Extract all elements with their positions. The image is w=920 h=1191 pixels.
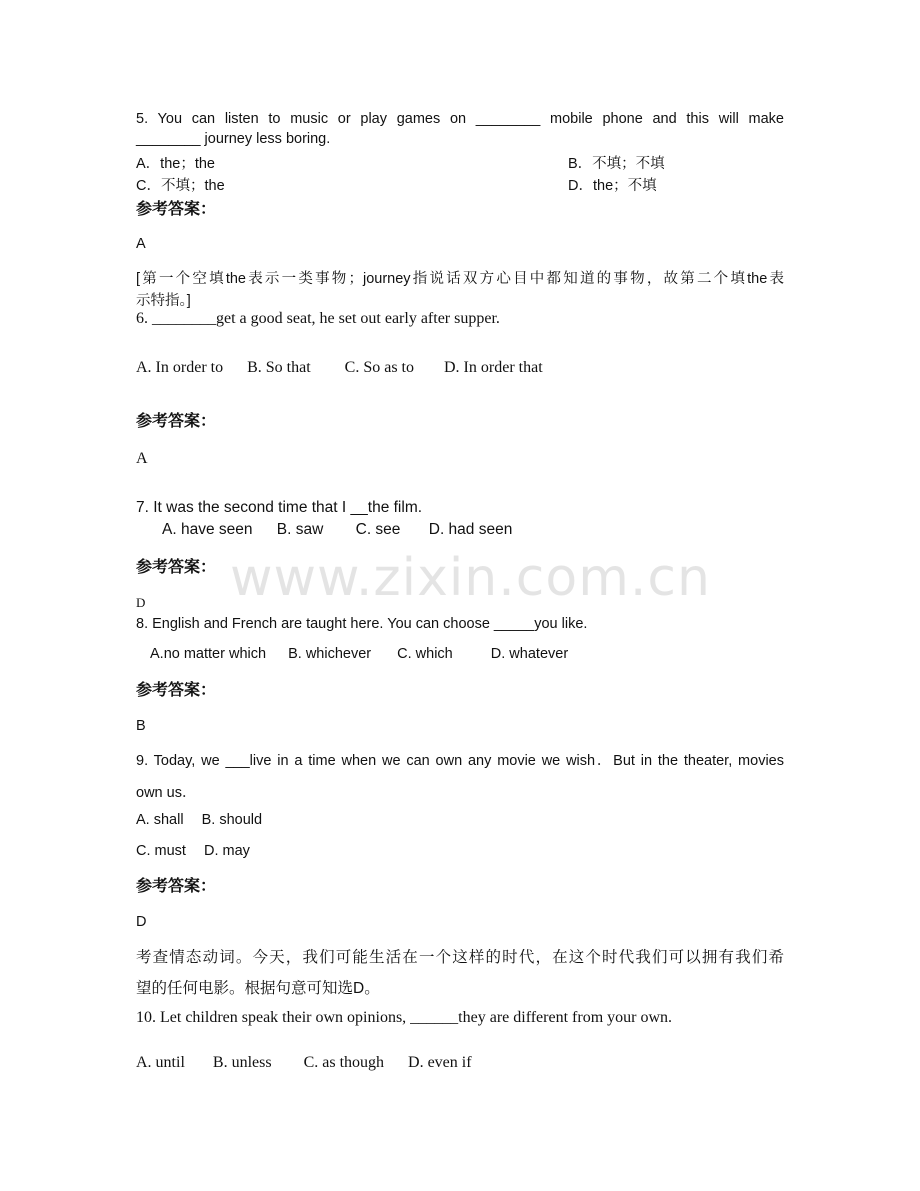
q9-stem-line1: 9. Today, we ___live in a time when we can own any movie we wish．But in the theater, movies: [136, 753, 784, 769]
q5-option-c: C．不填；the: [136, 178, 225, 194]
q5-stem-line1: 5. You can listen to music or play games on ________ mobile phone and this will make: [136, 111, 784, 127]
q8-answer-label: 参考答案：: [136, 680, 217, 699]
q5-option-b: B．不填；不填: [568, 156, 665, 172]
q7-option-b: B. saw: [276, 521, 324, 538]
q8-option-a: A.no matter which: [150, 646, 267, 662]
q9-answer-label: 参考答案：: [136, 876, 217, 895]
q10-options: [136, 1054, 784, 1072]
q7-options: [162, 521, 784, 539]
q9-stem-line2: own us．: [136, 785, 197, 801]
q5-stem-line2: ________ journey less boring.: [136, 131, 331, 147]
q6-option-d: D. In order that: [444, 359, 543, 376]
q5-explanation-line1: [第一个空填the表示一类事物；journey指说话双方心目中都知道的事物，故第二个填the表: [136, 271, 784, 287]
q7-stem: 7. It was the second time that I __the film.: [136, 499, 423, 516]
q6-answer-label: 参考答案：: [136, 411, 217, 430]
q6-option-c: C. So as to: [344, 359, 414, 376]
q5-option-d: D．the；不填: [568, 178, 657, 194]
q6-option-b: B. So that: [247, 359, 311, 376]
q9-explanation-line1: 考查情态动词。今天，我们可能生活在一个这样的时代，在这个时代我们可以拥有我们希: [136, 949, 784, 966]
q8-stem: 8. English and French are taught here. You can choose _____you like.: [136, 616, 588, 632]
q7-option-c: C. see: [355, 521, 401, 538]
q5-options-row2: [136, 174, 784, 195]
q10-option-d: D. even if: [408, 1054, 472, 1071]
q8-option-c: C. which: [397, 646, 453, 662]
q6-options: [136, 359, 784, 377]
q9-option-a: A. shall: [136, 812, 184, 828]
q10-stem: 10. Let children speak their own opinions, ______they are different from your own.: [136, 1009, 673, 1026]
q9-option-c: C. must: [136, 843, 186, 859]
q9-answer: D: [136, 914, 147, 930]
q5-answer-label: 参考答案：: [136, 199, 217, 218]
q7-option-d: D. had seen: [428, 521, 513, 538]
q6-stem: 6. ________get a good seat, he set out early after supper.: [136, 310, 500, 327]
q10-option-c: C. as though: [303, 1054, 385, 1071]
q6-option-a: A. In order to: [136, 359, 224, 376]
q7-answer: D: [136, 595, 146, 610]
q5-option-a: A．the；the: [136, 156, 215, 172]
q8-options: [150, 646, 784, 662]
q7-answer-label: 参考答案：: [136, 557, 217, 576]
q5-explanation-line2: 示特指。]: [136, 293, 191, 309]
q9-options-row2: [136, 843, 784, 859]
q5-answer: A: [136, 236, 146, 252]
q7-option-a: A. have seen: [162, 521, 253, 538]
q8-option-d: D. whatever: [490, 646, 569, 662]
q10-option-a: A. until: [136, 1054, 185, 1071]
q8-answer: B: [136, 718, 146, 734]
q9-option-b: B. should: [201, 812, 263, 828]
q10-option-b: B. unless: [212, 1054, 272, 1071]
q9-option-d: D. may: [203, 843, 250, 859]
q9-options-row1: [136, 812, 784, 828]
q9-explanation-line2: 望的任何电影。根据句意可知选D。: [136, 980, 380, 997]
q6-answer: A: [136, 450, 148, 467]
q8-option-b: B. whichever: [288, 646, 372, 662]
watermark-text: www.zixin.com.cn: [230, 548, 711, 608]
q5-options-row1: [136, 152, 784, 173]
